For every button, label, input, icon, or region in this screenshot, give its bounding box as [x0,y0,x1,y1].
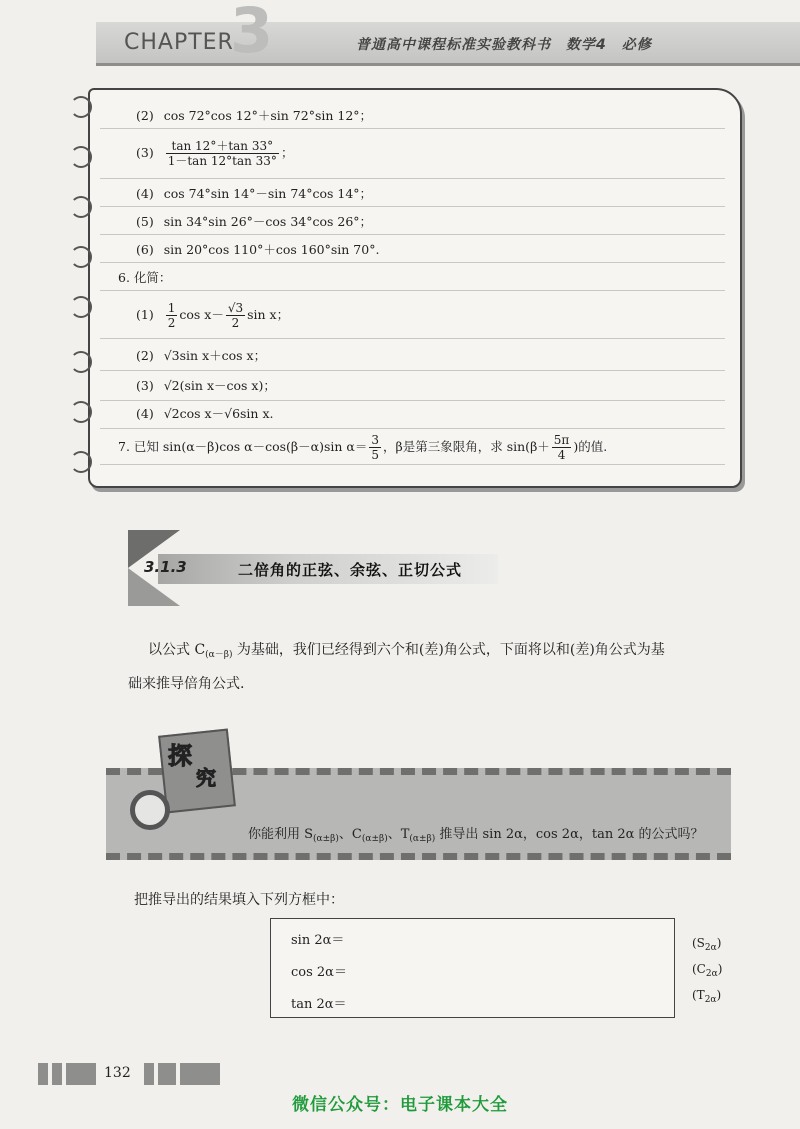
fraction [166,302,178,329]
exercise-7: 7. 已知 sin(α－β)cos α－cos(β－α)sin α＝ $\frac{3}{5}$ ，β是第三象限角，求 sin(β＋ $\frac{5\pi}{4}$ )的值. [118,433,608,462]
item-expression: sin 34°sin 26°－cos 34°cos 26°； [163,214,373,229]
exercise-6-1 [136,302,289,329]
rule-line [100,234,725,235]
fraction-numerator: √3 [227,301,244,315]
rule-line [100,178,725,179]
exercise-5-3 [136,140,293,167]
tag-text: (C [692,962,706,976]
item-number: (2) [136,108,154,123]
rule-line [100,128,725,129]
fraction [166,140,279,167]
exercise-5-2 [136,110,372,123]
page-bar [144,1063,154,1085]
inquiry-subscript: (α±β) [313,834,339,844]
exercise-6-3 [136,380,276,393]
fraction-numerator: 1 [167,301,176,315]
tag-text: ) [717,962,723,976]
formula-tan: tan 2α＝ [291,997,347,1012]
intro-line-2: 础来推导倍角公式. [128,676,245,692]
section-title: 二倍角的正弦、余弦、正切公式 [238,561,463,579]
item-tail: ； [280,145,294,160]
item-expression: √2cos x－√6sin x. [163,406,274,421]
item-number: (4) [136,406,154,421]
ring-icon [70,451,92,473]
fraction [552,434,572,461]
q7-mid: ，β是第三象限角，求 sin [383,439,526,454]
item-expression: sin 20°cos 110°＋cos 160°sin 70°. [163,242,380,257]
rule-line [100,428,725,429]
page-bar [66,1063,96,1085]
item-number: (6) [136,242,154,257]
q7-inner-lead: β＋ [530,439,550,454]
exercise-5-6 [136,244,379,257]
tag-text: (S [692,936,705,950]
chapter-label: CHAPTER [124,30,234,55]
fraction-numerator: 5π [553,433,570,447]
fraction [226,302,245,329]
q7-tail: 的值. [578,439,608,454]
rule-line [100,262,725,263]
item-mid: cos x－ [179,307,224,322]
page-bar [38,1063,48,1085]
tag-text: (T [692,988,705,1002]
ring-icon [70,96,92,118]
fraction-denominator: 4 [557,448,566,462]
q7-lead: 7. 已知 sin(α－β)cos α－cos(β－α)sin α＝ [118,439,368,454]
intro-text-b: 为基础，我们已经得到六个和(差)角公式，下面将以和(差)角公式为基 [232,642,665,658]
wechat-watermark: 微信公众号：电子课本大全 [292,1095,508,1115]
item-number: (5) [136,214,154,229]
fraction-numerator: tan 12°＋tan 33° [166,140,279,154]
item-number: (4) [136,186,154,201]
item-expression: √3sin x＋cos x； [163,348,267,363]
formula-cos: cos 2α＝ [291,965,347,980]
inquiry-subscript: (α±β) [409,834,436,844]
badge-char-2: 究 [196,766,216,790]
tag-text: ) [716,936,722,950]
fraction-denominator: 5 [371,448,379,462]
formula-tag-tan [692,988,721,1005]
fraction-denominator: 1－tan 12°tan 33° [167,154,277,168]
formula-tag-cos [692,962,722,979]
rule-line [100,464,725,465]
exercise-6-title: 6. 化简： [118,270,172,285]
ring-icon [70,196,92,218]
tag-subscript: 2α [704,943,717,953]
rule-line [100,338,725,339]
inquiry-subscript: (α±β) [361,834,388,844]
intro-subscript: (α－β) [205,650,233,660]
item-number: (3) [136,145,154,160]
page-bar [52,1063,62,1085]
tag-subscript: 2α [705,969,718,979]
item-expression: √2(sin x－cos x)； [163,378,276,393]
fraction-denominator: 2 [231,316,240,330]
inquiry-text: 、T [387,827,410,842]
rule-line [100,290,725,291]
ring-icon [70,246,92,268]
fraction [369,434,381,461]
page-number: 132 [104,1065,131,1081]
rule-line [100,206,725,207]
intro-paragraph [128,636,728,699]
exercise-5-5 [136,216,372,229]
book-title: 普通高中课程标准实验教科书 数学4 必修 [356,37,652,53]
page-bar [180,1063,220,1085]
inquiry-text: 推导出 sin 2α，cos 2α，tan 2α 的公式吗？ [435,827,704,842]
tag-text: ) [716,988,722,1002]
ring-icon [70,146,92,168]
ring-icon [70,296,92,318]
ring-icon [70,351,92,373]
item-number: (3) [136,378,154,393]
inquiry-text: 你能利用 S [248,827,314,842]
rule-line [100,370,725,371]
magnifier-icon [130,790,170,830]
section-number: 3.1.3 [144,558,187,576]
item-number: (1) [136,307,154,322]
item-number: (2) [136,348,154,363]
item-tail: sin x； [247,307,290,322]
ring-icon [70,401,92,423]
exercise-6-4 [136,408,273,421]
formula-box [270,918,675,1018]
fraction-denominator: 2 [167,316,176,330]
page-bar [158,1063,176,1085]
exercise-6-2 [136,350,266,363]
item-expression: cos 74°sin 14°－sin 74°cos 14°； [163,186,373,201]
badge-char-1: 探 [168,742,192,770]
chapter-digit: 3 [230,0,274,67]
notebook-rings [70,96,98,486]
formula-tag-sin [692,936,721,953]
intro-text-a: 以公式 C [148,642,206,658]
inquiry-text: 、C [338,827,362,842]
item-expression: cos 72°cos 12°＋sin 72°sin 12°； [163,108,373,123]
fill-prompt: 把推导出的结果填入下列方框中： [134,892,344,908]
exercise-5-4 [136,188,372,201]
page-header [0,0,800,78]
formula-sin: sin 2α＝ [291,933,345,948]
fraction-numerator: 3 [371,433,379,447]
inquiry-question [248,823,704,844]
rule-line [100,400,725,401]
tag-subscript: 2α [704,995,717,1005]
section-heading [128,530,508,606]
